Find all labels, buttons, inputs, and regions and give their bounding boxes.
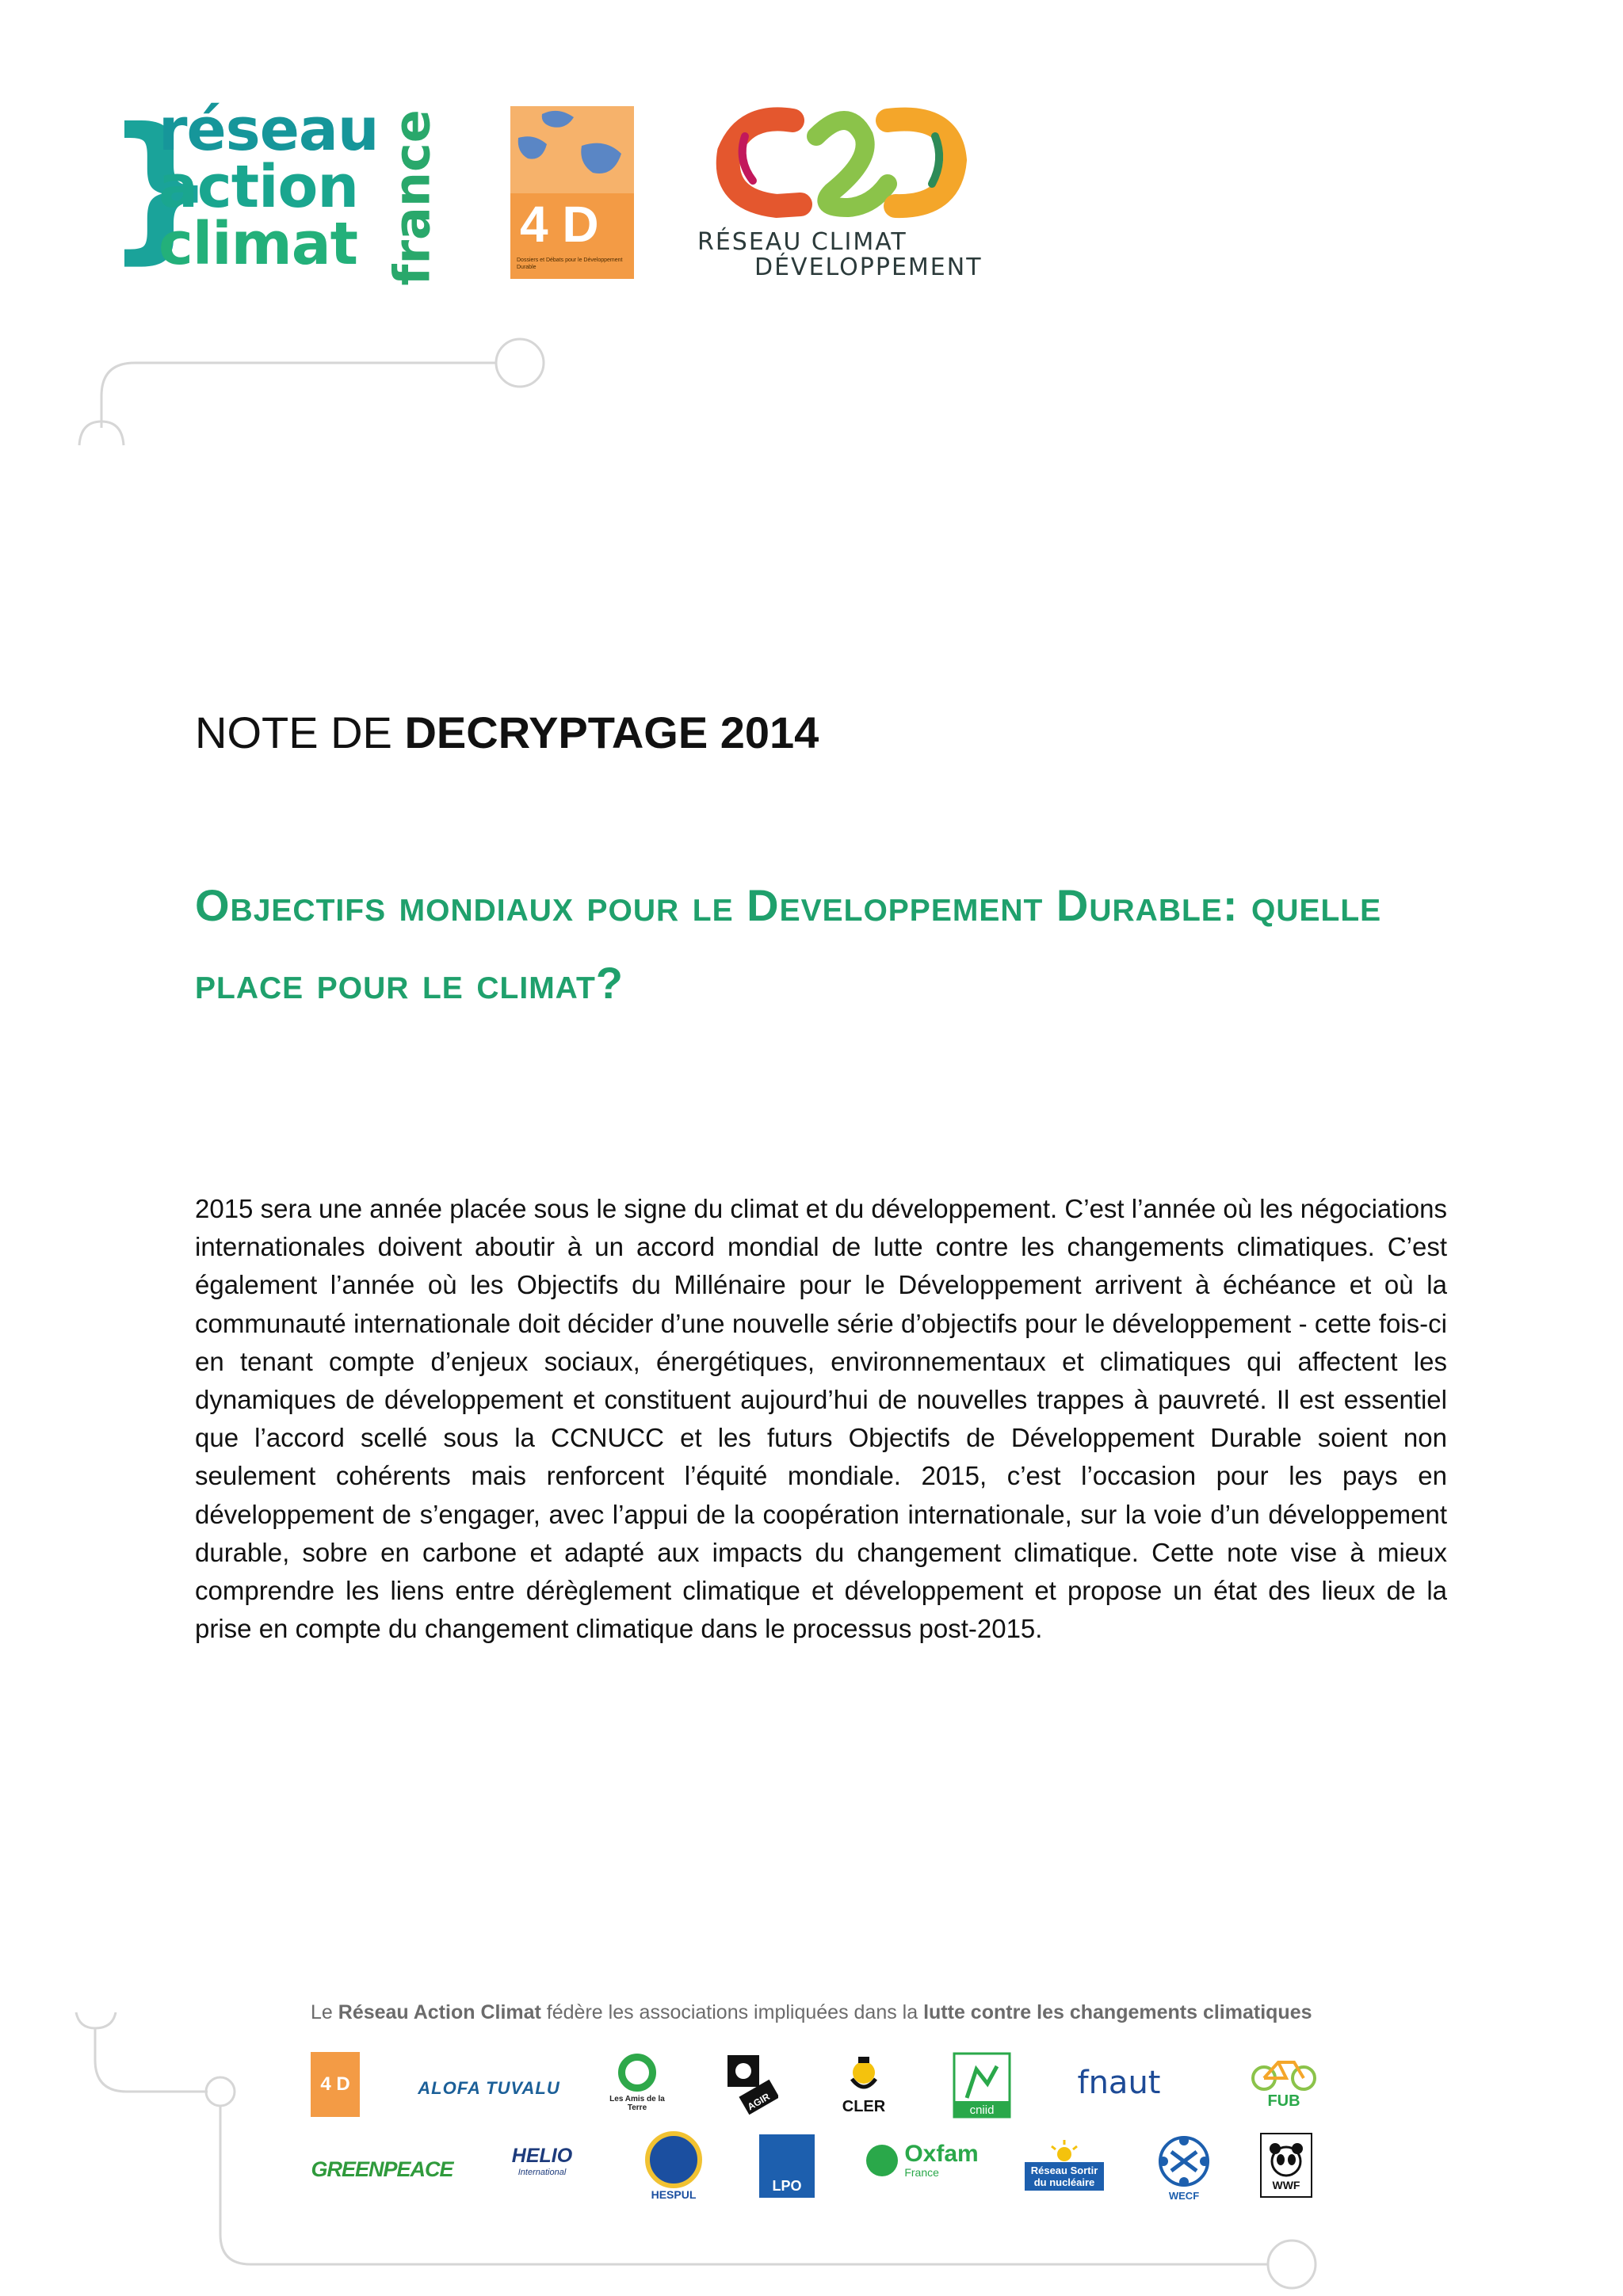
rac-brace-mark: } [105,94,218,279]
cniid-emblem-icon [953,2052,1011,2119]
member-logo-amis-de-la-terre [604,2047,670,2119]
hespul-label: HESPUL [651,2188,697,2201]
member-logo-fub [1246,2049,1322,2117]
rac-logo-france: france [383,109,441,286]
footer-statement [311,2001,1404,2024]
cler-label: CLER [842,2097,886,2115]
rac-logo-line2: action [158,153,359,221]
four-d-label: 4 D [520,196,599,253]
wecf-globe-icon [1155,2133,1212,2190]
member-logo-cniid [953,2052,1011,2119]
bicycle-icon [1250,2056,1318,2092]
member-logo-hespul [640,2128,707,2204]
note-heading [195,707,819,758]
rac-logo-line3: climat [158,210,358,278]
member-logo-greenpeace: GREENPEACE [311,2157,453,2181]
member-logo-lpo: LPO [759,2134,815,2198]
four-d-logo [510,106,634,279]
agir-label: AGIR [745,2091,772,2113]
rcd-logo [697,105,983,287]
oxfam-emblem-icon [866,2145,898,2176]
cniid-label: cniid [969,2103,995,2117]
footer-text-2: fédère les associations impliquées dans la [540,2001,924,2023]
footer-bold-2: lutte contre les changements climatiques [923,2001,1312,2023]
oxfam-sub-label: France [904,2166,939,2179]
sun-icon [1048,2140,1080,2162]
wwf-label: WWF [1272,2179,1300,2191]
member-logo-wecf [1151,2131,1217,2203]
member-logo-fnaut: fnaut [1077,2065,1161,2101]
fub-label: FUB [1267,2092,1300,2110]
rcd-logo-line1: RÉSEAU CLIMAT [697,228,907,256]
cler-lightbulb-icon [844,2055,884,2098]
member-logo-helio [488,2141,596,2180]
document-title: Objectifs mondiaux pour le Developpement Durable: quelle place pour le climat? [195,880,1382,1008]
member-logo-4d: 4 D [311,2052,360,2117]
amis-label: Les Amis de la Terre [609,2095,665,2112]
four-d-tagline: Dossiers et Débats pour le Développement Durable [517,257,623,270]
rac-logo-line1: réseau [158,96,379,164]
oxfam-label: Oxfam [904,2141,979,2167]
rcd-logo-line2: DÉVELOPPEMENT [754,254,983,281]
hespul-globe-icon [645,2131,702,2188]
rcd-emblem-icon [697,105,983,223]
member-logo-cler [838,2052,889,2119]
helio-sub-label: International [517,2167,567,2177]
helio-label: HELIO [511,2144,573,2167]
member-logo-alofa-tuvalu: ALOFA TUVALU [418,2078,560,2098]
agir-emblem-icon [726,2052,778,2119]
world-map-icon [510,106,634,193]
amis-ring-icon [618,2054,656,2092]
member-logo-wwf [1260,2133,1312,2198]
panda-icon [1267,2139,1305,2179]
intro-paragraph: 2015 sera une année placée sous le signe du climat et du développement. C’est l’année où les négociations internationales doivent aboutir à un accord mondial de lutte contre les changements climatiques. C’est également l’année où les Objectifs du Millénaire pour le Développement arrivent à échéance et où la communauté internationale doit décider d’une nouvelle série d’objectifs pour le développement - cette fois-ci en tenant compte d’enjeux sociaux, énergétiques, environnementaux et climatiques qui affectent les dynamiques de développement et constituent aujourd’hui de nouvelles trappes à pauvreté. Il est essentiel que l’accord scellé sous la CCNUCC et les futurs Objectifs de Développement Durable soient non seulement cohérents mais renforcent l’équité mondiale. 2015, c’est l’occasion pour les pays en développement de s’engager, avec l’appui de la coopération internationale, sur la voie d’un développement durable, sobre en carbone et adapté aux impacts du changement climatique. Cette note vise à mieux comprendre les liens entre dérèglement climatique et développement et propose un état des lieux de la prise en compte du changement climatique dans le processus post-2015. [195,1194,1447,1644]
rac-logo [105,94,461,292]
note-heading-prefix: NOTE DE [195,707,405,757]
wecf-label: WECF [1168,2189,1200,2202]
footer-bold-1: Réseau Action Climat [338,2001,541,2023]
member-logo-oxfam [864,2139,981,2182]
member-logo-sortir-du-nucleaire [1022,2133,1106,2198]
member-logo-agir [726,2052,778,2119]
sortir-label: Réseau Sortir du nucléaire [1025,2162,1104,2191]
note-heading-bold: DECRYPTAGE 2014 [404,707,819,757]
footer-text-1: Le [311,2001,338,2023]
